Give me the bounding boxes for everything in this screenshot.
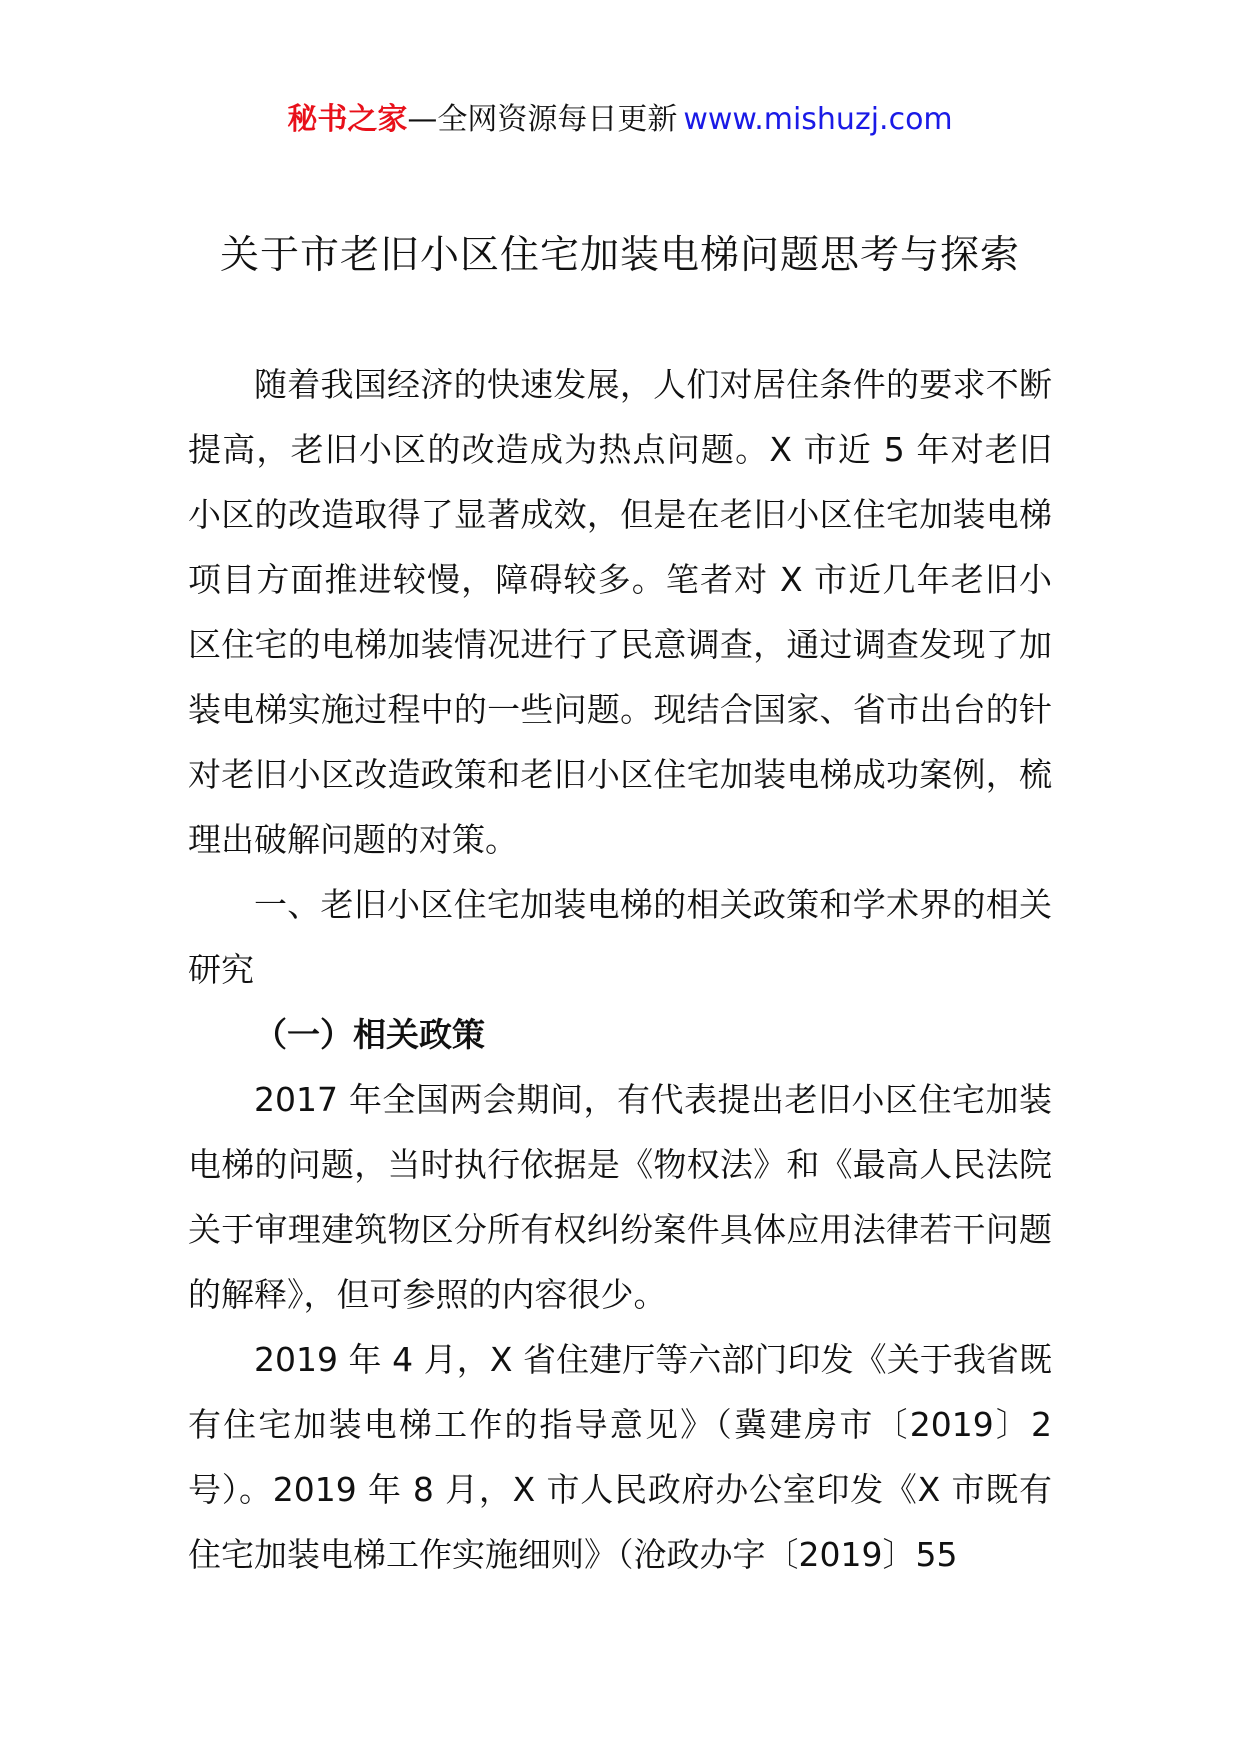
- policy-paragraph-2017: 2017 年全国两会期间，有代表提出老旧小区住宅加装电梯的问题，当时执行依据是《物权法》和《最高人民法院关于审理建筑物区分所有权纠纷案件具体应用法律若干问题的解释》，但可参照的内容很少。: [188, 1080, 1052, 1314]
- policy-paragraph-2019: 2019 年 4 月，X 省住建厅等六部门印发《关于我省既有住宅加装电梯工作的指导意见》（冀建房市〔2019〕2 号）。2019 年 8 月，X 市人民政府办公室印发《X 市既有住宅加装电梯工作实施细则》（沧政办字〔2019〕55: [188, 1340, 1052, 1574]
- subsection-heading: （一）相关政策: [254, 1015, 485, 1054]
- intro-paragraph: 随着我国经济的快速发展，人们对居住条件的要求不断提高，老旧小区的改造成为热点问题。X 市近 5 年对老旧小区的改造取得了显著成效，但是在老旧小区住宅加装电梯项目方面推进较慢，障碍较多。笔者对 X 市近几年老旧小区住宅的电梯加装情况进行了民意调查，通过调查发现了加装电梯实施过程中的一些问题。现结合国家、省市出台的针对老旧小区改造政策和老旧小区住宅加装电梯成功案例，梳理出破解问题的对策。: [188, 365, 1052, 859]
- site-brand: 秘书之家: [287, 102, 408, 137]
- site-slogan: —全网资源每日更新: [407, 102, 678, 137]
- site-header: [0, 100, 1240, 140]
- section-heading: 一、老旧小区住宅加装电梯的相关政策和学术界的相关研究: [188, 885, 1052, 989]
- document-body: [188, 352, 1052, 1587]
- document-title: 关于市老旧小区住宅加装电梯问题思考与探索: [219, 233, 1020, 278]
- site-url-link[interactable]: www.mishuzj.com: [683, 102, 953, 137]
